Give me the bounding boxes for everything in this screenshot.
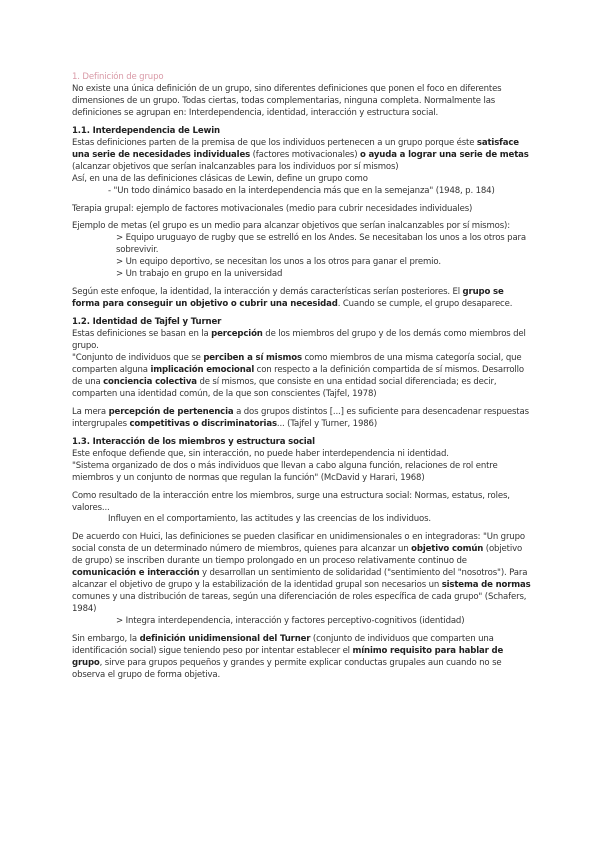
bold-objetivo-comun: objetivo común (411, 544, 484, 555)
mcdavid-quote: "Sistema organizado de dos o más individuos que llevan a cabo alguna función, relaciones de rol entre miembros y un conjunto de normas que regulan la función" (McDavid y Harari, 1968) (72, 460, 498, 483)
bold-comunicacion: comunicación e interacción (72, 568, 200, 579)
bold-necesidades: satisface una serie de necesidades individuales (72, 137, 519, 160)
bold-pertenencia: percepción de pertenencia (108, 406, 234, 417)
heading-interaccion: 1.3. Interacción de los miembros y estructura social (72, 436, 315, 447)
bold-conciencia: conciencia colectiva (103, 376, 197, 387)
section-title: 1. Definición de grupo (72, 72, 164, 82)
bold-grupo-se-forma: grupo se forma para conseguir un objetivo o cubrir una necesidad (72, 287, 504, 310)
lewin-paragraph: Estas definiciones parten de la premisa de que los individuos pertenecen a un grupo porque éste satisface una serie de necesidades individuales (factores motivacionales) o ayuda a lograr una serie de metas (alcanzar objetivos que serían inalcanzables para los individuos por sí mismos) (72, 137, 529, 172)
integra-line: > Integra interdependencia, interacción y factores perceptivo-cognitivos (identidad) (116, 616, 465, 627)
interaccion-paragraph: Este enfoque defiende que, sin interacción, no puede haber interdependencia ni identidad. (72, 448, 449, 459)
huici-paragraph: De acuerdo con Huici, las definiciones se pueden clasificar en unidimensionales o en integradoras: "Un grupo social consta de un determinado número de miembros, quienes para alcanzar un objetivo común (objetivo de grupo) se inscriben durante un tiempo prolongado en un proceso relativamente continuo de comunicación e interacción y desarrollan un sentimiento de solidaridad ("sentimiento del "nosotros"). Para alcanzar el objetivo de grupo y la estabilización de la identidad grupal son necesarios un sistema de normas comunes y una distribución de tareas, según una diferenciación de roles específica de cada grupo" (Schafers, 1984) (72, 532, 531, 615)
heading-interdependencia: 1.1. Interdependencia de Lewin (72, 125, 220, 136)
bold-minimo-requisito: mínimo requisito para hablar de grupo (72, 645, 504, 668)
example-trabajo: > Un trabajo en grupo en la universidad (116, 269, 283, 280)
bold-metas: o ayuda a lograr una serie de metas (359, 149, 529, 160)
bold-implicacion: implicación emocional (150, 364, 255, 375)
lewin-quote: - "Un todo dinámico basado en la interdependencia más que en la semejanza" (1948, p. 184) (108, 185, 495, 196)
enfoque-paragraph: Según este enfoque, la identidad, la interacción y demás características serían posteriores. El grupo se forma para conseguir un objetivo o cubrir una necesidad. Cuando se cumple, el grupo desaparece. (72, 287, 513, 310)
intro-paragraph: No existe una única definición de un grupo, sino diferentes definiciones que ponen el foco en diferentes dimensiones de un grupo. Todas ciertas, todas complementarias, ninguna completa. Normalmente las definiciones se agrupan en: Interdependencia, identidad, interacción y estructura social. (72, 83, 502, 118)
turner-paragraph: Sin embargo, la definición unidimensional del Turner (conjunto de individuos que comparten una identificación social) sigue teniendo peso por intentar establecer el mínimo requisito para hablar de grupo, sirve para grupos pequeños y grandes y permite explicar conductas grupales aun cuando no se observa el grupo de forma objetiva. (72, 634, 504, 680)
influyen-line: Influyen en el comportamiento, las actitudes y las creencias de los individuos. (108, 514, 431, 525)
metas-paragraph: Ejemplo de metas (el grupo es un medio para alcanzar objetivos que serían inalcanzables por sí mismos): (72, 221, 510, 232)
estructura-paragraph: Como resultado de la interacción entre los miembros, surge una estructura social: Normas, estatus, roles, valores... (72, 490, 510, 513)
mera-percepcion-paragraph: La mera percepción de pertenencia a dos grupos distintos [...] es suficiente para desencadenar respuestas intergrupales competitivas o discriminatorias... (Tajfel y Turner, 1986) (72, 406, 529, 429)
example-rugby: > Equipo uruguayo de rugby que se estrelló en los Andes. Se necesitaban los unos a los otros para sobrevivir. (116, 233, 526, 256)
bold-percepcion: percepción (211, 329, 263, 340)
lewin-definition-intro: Así, en una de las definiciones clásicas de Lewin, define un grupo como (72, 173, 368, 184)
identidad-paragraph: Estas definiciones se basan en la percepción de los miembros del grupo y de los demás como miembros del grupo. (72, 329, 526, 352)
bold-perciben: perciben a sí mismos (203, 353, 302, 364)
bold-definicion-turner: definición unidimensional del Turner (139, 634, 311, 645)
heading-identidad: 1.2. Identidad de Tajfel y Turner (72, 317, 222, 328)
document-body (72, 72, 532, 682)
terapia-paragraph: Terapia grupal: ejemplo de factores motivacionales (medio para cubrir necesidades individuales) (72, 203, 473, 214)
bold-competitivas: competitivas o discriminatorias (129, 418, 277, 429)
tajfel-quote: "Conjunto de individuos que se perciben a sí mismos como miembros de una misma categoría social, que comparten alguna implicación emocional con respecto a la definición compartida de sí mismos. Desarrollo de una conciencia colectiva de sí mismos, que consiste en una entidad social diferenciada; es decir, comparten una identidad común, de la que son conscientes (Tajfel, 1978) (72, 353, 524, 399)
example-equipo: > Un equipo deportivo, se necesitan los unos a los otros para ganar el premio. (116, 257, 441, 268)
bold-sistema-normas: sistema de normas (441, 580, 531, 591)
